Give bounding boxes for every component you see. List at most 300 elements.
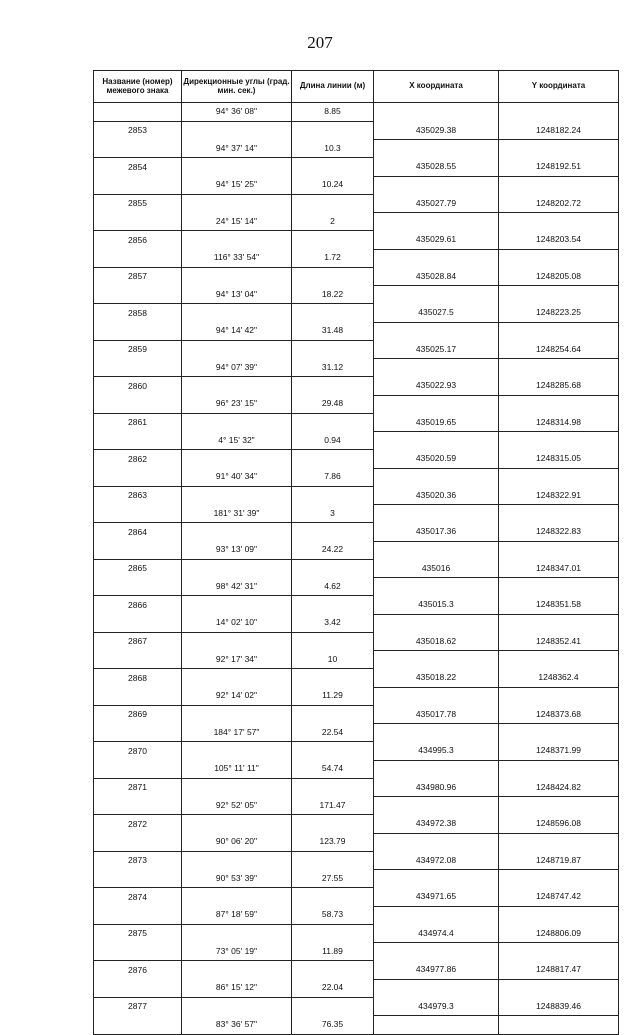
point-row <box>94 377 619 395</box>
name-cell <box>94 213 182 231</box>
x-coordinate-cell: 435029.61 <box>374 231 499 249</box>
segment-row <box>94 833 619 851</box>
angle-cell: 24° 15' 14" <box>182 213 292 231</box>
length-cell: 29.48 <box>292 395 374 413</box>
y-coordinate-cell: 1248192.51 <box>499 158 619 176</box>
angle-cell <box>182 194 292 212</box>
angle-cell <box>182 742 292 760</box>
length-cell: 10.24 <box>292 176 374 194</box>
name-cell <box>94 760 182 778</box>
point-row <box>94 997 619 1015</box>
name-cell <box>94 541 182 559</box>
name-cell <box>94 249 182 267</box>
length-cell: 58.73 <box>292 906 374 924</box>
segment-row <box>94 176 619 194</box>
point-row <box>94 486 619 504</box>
angle-cell <box>182 559 292 577</box>
y-coordinate-cell: 1248373.68 <box>499 705 619 723</box>
length-cell: 22.54 <box>292 724 374 742</box>
y-coordinate-cell: 1248839.46 <box>499 997 619 1015</box>
angle-cell: 94° 13' 04" <box>182 286 292 304</box>
segment-row <box>94 468 619 486</box>
length-cell <box>292 924 374 942</box>
segment-row <box>94 870 619 888</box>
name-cell <box>94 578 182 596</box>
point-name-cell: 2856 <box>94 231 182 249</box>
name-cell <box>94 797 182 815</box>
point-row <box>94 340 619 358</box>
point-row <box>94 231 619 249</box>
y-cell <box>499 541 619 559</box>
length-cell: 171.47 <box>292 797 374 815</box>
segment-row <box>94 395 619 413</box>
name-cell <box>94 1016 182 1035</box>
y-coordinate-cell: 1248322.83 <box>499 523 619 541</box>
x-cell <box>374 395 499 413</box>
y-cell <box>499 103 619 122</box>
x-coordinate-cell: 434995.3 <box>374 742 499 760</box>
length-cell <box>292 815 374 833</box>
length-cell: 8.85 <box>292 103 374 122</box>
x-cell <box>374 359 499 377</box>
name-cell <box>94 286 182 304</box>
length-cell <box>292 559 374 577</box>
x-cell <box>374 505 499 523</box>
y-cell <box>499 322 619 340</box>
point-name-cell: 2875 <box>94 924 182 942</box>
y-coordinate-cell: 1248352.41 <box>499 632 619 650</box>
y-cell <box>499 578 619 596</box>
point-name-cell: 2860 <box>94 377 182 395</box>
name-cell <box>94 395 182 413</box>
x-cell <box>374 249 499 267</box>
name-cell <box>94 833 182 851</box>
x-cell <box>374 979 499 997</box>
point-row <box>94 413 619 431</box>
angle-cell: 116° 33' 54" <box>182 249 292 267</box>
angle-cell <box>182 961 292 979</box>
angle-cell <box>182 231 292 249</box>
y-coordinate-cell: 1248362.4 <box>499 669 619 687</box>
angle-cell: 90° 53' 39" <box>182 870 292 888</box>
angle-cell: 94° 07' 39" <box>182 359 292 377</box>
y-coordinate-cell: 1248223.25 <box>499 304 619 322</box>
length-cell <box>292 158 374 176</box>
angle-cell: 86° 15' 12" <box>182 979 292 997</box>
x-cell <box>374 906 499 924</box>
segment-row <box>94 724 619 742</box>
y-coordinate-cell: 1248285.68 <box>499 377 619 395</box>
segment-row <box>94 359 619 377</box>
length-cell: 24.22 <box>292 541 374 559</box>
length-cell: 10 <box>292 651 374 669</box>
y-coordinate-cell: 1248806.09 <box>499 924 619 942</box>
segment-row <box>94 103 619 122</box>
y-cell <box>499 797 619 815</box>
y-cell <box>499 359 619 377</box>
angle-cell <box>182 851 292 869</box>
x-cell <box>374 687 499 705</box>
angle-cell: 4° 15' 32" <box>182 432 292 450</box>
angle-cell: 92° 52' 05" <box>182 797 292 815</box>
length-cell: 22.04 <box>292 979 374 997</box>
point-name-cell: 2870 <box>94 742 182 760</box>
point-row <box>94 778 619 796</box>
segment-row <box>94 505 619 523</box>
angle-cell: 91° 40' 34" <box>182 468 292 486</box>
angle-cell <box>182 815 292 833</box>
name-cell <box>94 979 182 997</box>
length-cell <box>292 961 374 979</box>
x-coordinate-cell: 435018.22 <box>374 669 499 687</box>
angle-cell <box>182 158 292 176</box>
x-coordinate-cell: 434974.4 <box>374 924 499 942</box>
x-coordinate-cell: 434980.96 <box>374 778 499 796</box>
angle-cell: 14° 02' 10" <box>182 614 292 632</box>
point-name-cell: 2873 <box>94 851 182 869</box>
name-cell <box>94 870 182 888</box>
length-cell: 0.94 <box>292 432 374 450</box>
point-row <box>94 632 619 650</box>
angle-cell: 98° 42' 31" <box>182 578 292 596</box>
point-name-cell: 2865 <box>94 559 182 577</box>
x-coordinate-cell: 435027.79 <box>374 194 499 212</box>
angle-cell <box>182 486 292 504</box>
angle-cell: 92° 14' 02" <box>182 687 292 705</box>
header-angle: Дирекционные углы (град. мин. сек.) <box>182 71 292 103</box>
x-cell <box>374 797 499 815</box>
length-cell: 1.72 <box>292 249 374 267</box>
x-cell <box>374 614 499 632</box>
length-cell <box>292 851 374 869</box>
y-cell <box>499 176 619 194</box>
angle-cell <box>182 997 292 1015</box>
point-name-cell: 2859 <box>94 340 182 358</box>
name-cell <box>94 614 182 632</box>
point-name-cell: 2872 <box>94 815 182 833</box>
x-coordinate-cell: 435022.93 <box>374 377 499 395</box>
name-cell <box>94 432 182 450</box>
header-length: Длина линии (м) <box>292 71 374 103</box>
point-row <box>94 158 619 176</box>
length-cell <box>292 413 374 431</box>
length-cell: 31.48 <box>292 322 374 340</box>
point-row <box>94 888 619 906</box>
length-cell <box>292 377 374 395</box>
length-cell: 10.3 <box>292 140 374 158</box>
x-cell <box>374 870 499 888</box>
point-name-cell: 2858 <box>94 304 182 322</box>
y-coordinate-cell: 1248182.24 <box>499 121 619 139</box>
length-cell <box>292 596 374 614</box>
length-cell <box>292 194 374 212</box>
length-cell <box>292 997 374 1015</box>
point-row <box>94 851 619 869</box>
name-cell <box>94 687 182 705</box>
y-cell <box>499 505 619 523</box>
page-number: 207 <box>307 33 333 52</box>
y-coordinate-cell: 1248817.47 <box>499 961 619 979</box>
segment-row <box>94 906 619 924</box>
x-coordinate-cell: 434971.65 <box>374 888 499 906</box>
length-cell <box>292 121 374 139</box>
y-cell <box>499 140 619 158</box>
y-cell <box>499 870 619 888</box>
point-name-cell: 2861 <box>94 413 182 431</box>
segment-row <box>94 213 619 231</box>
y-cell <box>499 213 619 231</box>
angle-cell <box>182 596 292 614</box>
name-cell <box>94 651 182 669</box>
point-name-cell: 2866 <box>94 596 182 614</box>
y-cell <box>499 249 619 267</box>
angle-cell: 105° 11' 11" <box>182 760 292 778</box>
y-cell <box>499 687 619 705</box>
y-cell <box>499 395 619 413</box>
segment-row <box>94 249 619 267</box>
angle-cell <box>182 778 292 796</box>
segment-row <box>94 760 619 778</box>
y-coordinate-cell: 1248203.54 <box>499 231 619 249</box>
length-cell <box>292 888 374 906</box>
point-row <box>94 596 619 614</box>
table-body <box>94 103 619 1035</box>
x-cell <box>374 432 499 450</box>
angle-cell <box>182 523 292 541</box>
x-cell <box>374 578 499 596</box>
length-cell: 7.86 <box>292 468 374 486</box>
length-cell <box>292 632 374 650</box>
length-cell <box>292 742 374 760</box>
y-coordinate-cell: 1248371.99 <box>499 742 619 760</box>
length-cell: 2 <box>292 213 374 231</box>
y-coordinate-cell: 1248254.64 <box>499 340 619 358</box>
x-coordinate-cell: 435020.36 <box>374 486 499 504</box>
name-cell <box>94 943 182 961</box>
angle-cell <box>182 377 292 395</box>
y-coordinate-cell: 1248322.91 <box>499 486 619 504</box>
point-name-cell: 2871 <box>94 778 182 796</box>
angle-cell <box>182 705 292 723</box>
length-cell: 76.35 <box>292 1016 374 1035</box>
boundary-coordinates-table <box>93 70 619 1035</box>
x-cell <box>374 468 499 486</box>
y-cell <box>499 943 619 961</box>
angle-cell: 83° 36' 57" <box>182 1016 292 1035</box>
name-cell <box>94 103 182 122</box>
angle-cell: 94° 14' 42" <box>182 322 292 340</box>
y-cell <box>499 979 619 997</box>
angle-cell <box>182 924 292 942</box>
x-coordinate-cell: 434979.3 <box>374 997 499 1015</box>
x-coordinate-cell: 435019.65 <box>374 413 499 431</box>
length-cell <box>292 267 374 285</box>
name-cell <box>94 322 182 340</box>
point-name-cell: 2867 <box>94 632 182 650</box>
segment-row <box>94 797 619 815</box>
angle-cell <box>182 888 292 906</box>
angle-cell: 94° 37' 14" <box>182 140 292 158</box>
point-row <box>94 194 619 212</box>
point-name-cell: 2855 <box>94 194 182 212</box>
y-cell <box>499 1016 619 1035</box>
angle-cell: 181° 31' 39" <box>182 505 292 523</box>
x-cell <box>374 943 499 961</box>
length-cell <box>292 450 374 468</box>
angle-cell: 96° 23' 15" <box>182 395 292 413</box>
segment-row <box>94 286 619 304</box>
x-coordinate-cell: 435018.62 <box>374 632 499 650</box>
angle-cell: 93° 13' 09" <box>182 541 292 559</box>
angle-cell <box>182 632 292 650</box>
angle-cell <box>182 121 292 139</box>
x-coordinate-cell: 435015.3 <box>374 596 499 614</box>
length-cell: 31.12 <box>292 359 374 377</box>
point-name-cell: 2868 <box>94 669 182 687</box>
y-coordinate-cell: 1248314.98 <box>499 413 619 431</box>
length-cell <box>292 669 374 687</box>
segment-row <box>94 322 619 340</box>
point-row <box>94 450 619 468</box>
angle-cell: 184° 17' 57" <box>182 724 292 742</box>
y-cell <box>499 651 619 669</box>
x-coordinate-cell: 435025.17 <box>374 340 499 358</box>
name-cell <box>94 505 182 523</box>
header-name: Название (номер) межевого знака <box>94 71 182 103</box>
length-cell: 3 <box>292 505 374 523</box>
segment-row <box>94 432 619 450</box>
point-name-cell: 2877 <box>94 997 182 1015</box>
x-coordinate-cell: 435020.59 <box>374 450 499 468</box>
point-row <box>94 304 619 322</box>
y-cell <box>499 286 619 304</box>
angle-cell: 92° 17' 34" <box>182 651 292 669</box>
x-coordinate-cell: 435027.5 <box>374 304 499 322</box>
x-coordinate-cell: 435016 <box>374 559 499 577</box>
angle-cell <box>182 413 292 431</box>
length-cell: 27.55 <box>292 870 374 888</box>
segment-row <box>94 140 619 158</box>
angle-cell <box>182 340 292 358</box>
length-cell <box>292 340 374 358</box>
length-cell <box>292 523 374 541</box>
x-coordinate-cell: 435017.78 <box>374 705 499 723</box>
point-name-cell: 2863 <box>94 486 182 504</box>
point-row <box>94 267 619 285</box>
x-cell <box>374 724 499 742</box>
point-name-cell: 2853 <box>94 121 182 139</box>
table-header-row <box>94 71 619 103</box>
x-coordinate-cell: 434972.08 <box>374 851 499 869</box>
name-cell <box>94 176 182 194</box>
angle-cell: 94° 36' 08" <box>182 103 292 122</box>
y-cell <box>499 468 619 486</box>
point-row <box>94 924 619 942</box>
angle-cell: 87° 18' 59" <box>182 906 292 924</box>
segment-row <box>94 687 619 705</box>
angle-cell: 90° 06' 20" <box>182 833 292 851</box>
point-name-cell: 2862 <box>94 450 182 468</box>
x-cell <box>374 760 499 778</box>
x-cell <box>374 322 499 340</box>
length-cell <box>292 705 374 723</box>
y-cell <box>499 432 619 450</box>
y-coordinate-cell: 1248347.01 <box>499 559 619 577</box>
x-coordinate-cell: 434977.86 <box>374 961 499 979</box>
x-coordinate-cell: 435028.55 <box>374 158 499 176</box>
y-cell <box>499 614 619 632</box>
x-cell <box>374 286 499 304</box>
y-coordinate-cell: 1248596.08 <box>499 815 619 833</box>
x-coordinate-cell: 435017.36 <box>374 523 499 541</box>
x-coordinate-cell: 434972.38 <box>374 815 499 833</box>
point-row <box>94 523 619 541</box>
segment-row <box>94 541 619 559</box>
x-coordinate-cell: 435029.38 <box>374 121 499 139</box>
segment-row <box>94 943 619 961</box>
y-cell <box>499 724 619 742</box>
length-cell <box>292 304 374 322</box>
y-cell <box>499 760 619 778</box>
y-coordinate-cell: 1248719.87 <box>499 851 619 869</box>
angle-cell <box>182 450 292 468</box>
length-cell: 123.79 <box>292 833 374 851</box>
length-cell: 18.22 <box>292 286 374 304</box>
segment-row <box>94 979 619 997</box>
y-coordinate-cell: 1248205.08 <box>499 267 619 285</box>
length-cell: 3.42 <box>292 614 374 632</box>
name-cell <box>94 359 182 377</box>
segment-row <box>94 614 619 632</box>
segment-row <box>94 651 619 669</box>
y-cell <box>499 906 619 924</box>
y-coordinate-cell: 1248202.72 <box>499 194 619 212</box>
point-row <box>94 559 619 577</box>
x-cell <box>374 140 499 158</box>
point-row <box>94 742 619 760</box>
point-name-cell: 2857 <box>94 267 182 285</box>
angle-cell: 94° 15' 25" <box>182 176 292 194</box>
angle-cell <box>182 304 292 322</box>
header-y: Y координата <box>499 71 619 103</box>
x-cell <box>374 833 499 851</box>
y-coordinate-cell: 1248747.42 <box>499 888 619 906</box>
x-coordinate-cell: 435028.84 <box>374 267 499 285</box>
header-x: X координата <box>374 71 499 103</box>
y-coordinate-cell: 1248351.58 <box>499 596 619 614</box>
y-coordinate-cell: 1248424.82 <box>499 778 619 796</box>
length-cell: 11.29 <box>292 687 374 705</box>
point-name-cell: 2869 <box>94 705 182 723</box>
x-cell <box>374 651 499 669</box>
point-name-cell: 2876 <box>94 961 182 979</box>
x-cell <box>374 1016 499 1035</box>
length-cell <box>292 778 374 796</box>
segment-row <box>94 578 619 596</box>
y-cell <box>499 833 619 851</box>
point-row <box>94 669 619 687</box>
name-cell <box>94 724 182 742</box>
angle-cell: 73° 05' 19" <box>182 943 292 961</box>
angle-cell <box>182 267 292 285</box>
point-row <box>94 705 619 723</box>
length-cell <box>292 486 374 504</box>
x-cell <box>374 176 499 194</box>
y-coordinate-cell: 1248315.05 <box>499 450 619 468</box>
length-cell: 11.89 <box>292 943 374 961</box>
x-cell <box>374 213 499 231</box>
point-name-cell: 2874 <box>94 888 182 906</box>
